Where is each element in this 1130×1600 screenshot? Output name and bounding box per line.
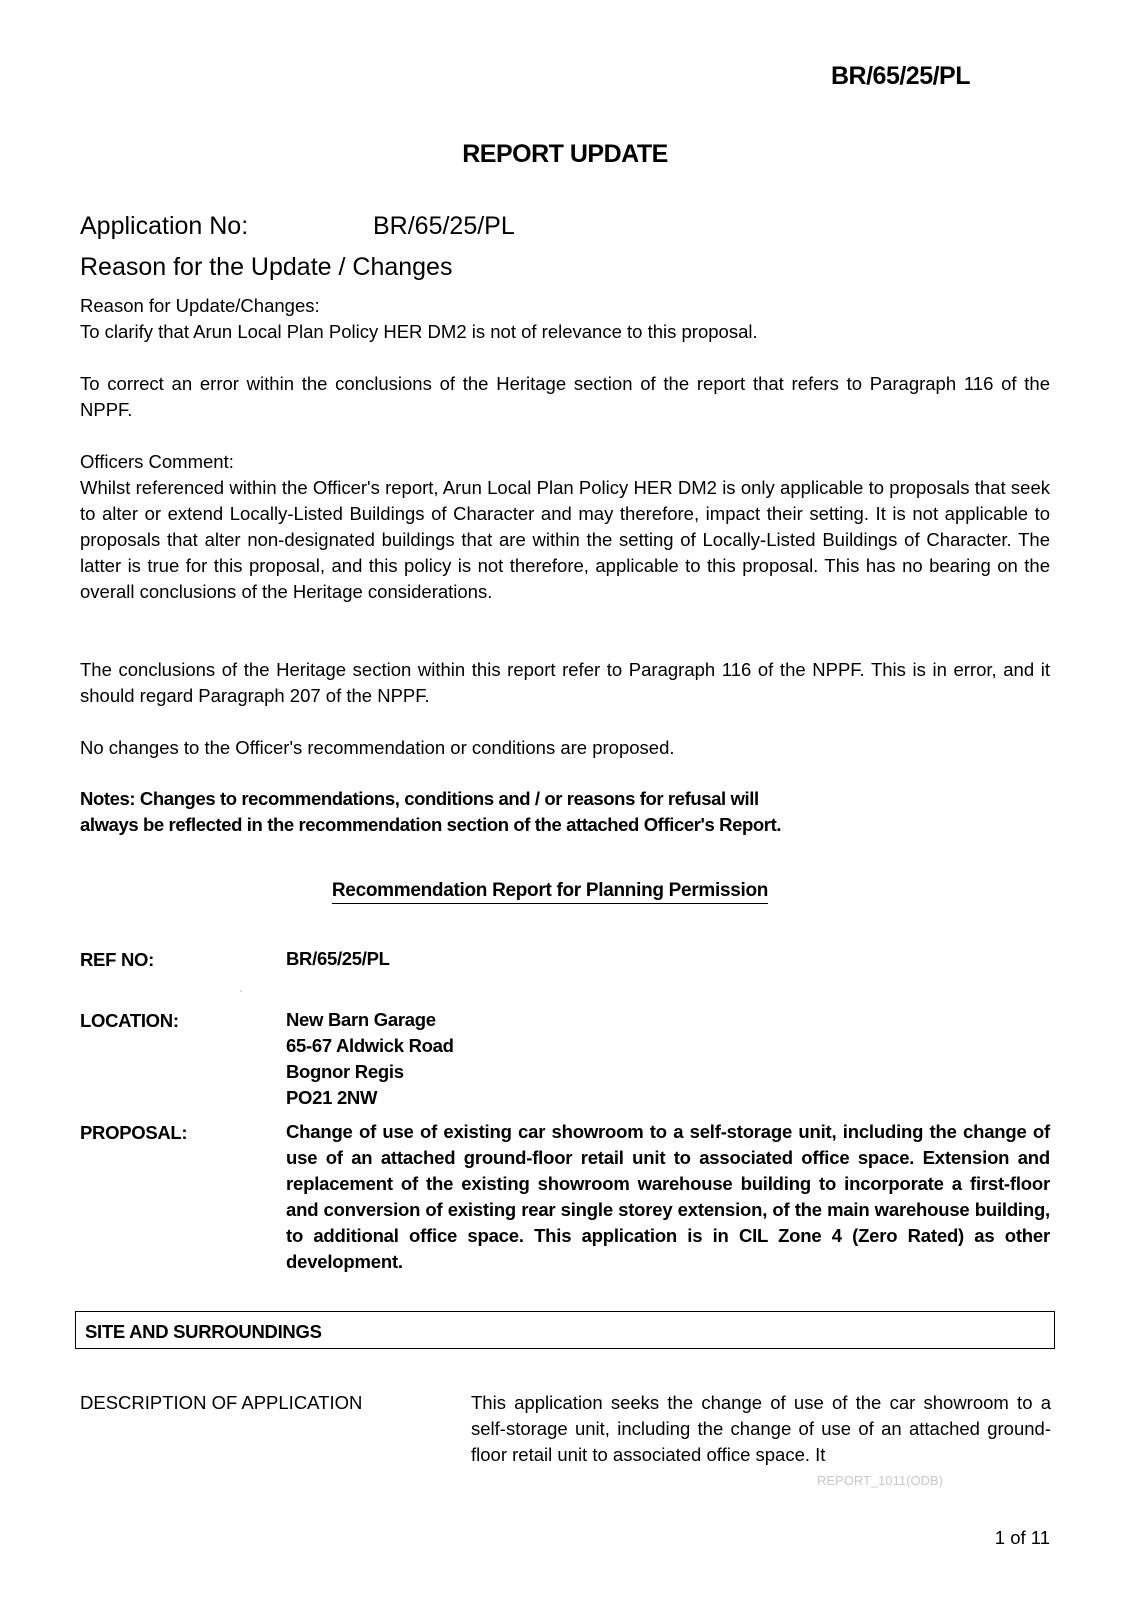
comment-label: Officers Comment:	[80, 451, 234, 472]
page-title: REPORT UPDATE	[462, 140, 668, 168]
location-line: 65-67 Aldwick Road	[286, 1035, 454, 1056]
recommendation-title: Recommendation Report for Planning Permission	[0, 880, 1100, 902]
location-line: New Barn Garage	[286, 1009, 436, 1030]
ref-no-label: REF NO:	[80, 949, 154, 970]
reason-1: To clarify that Arun Local Plan Policy HER DM2 is not of relevance to this proposal.	[80, 321, 758, 342]
application-number: BR/65/25/PL	[373, 212, 515, 240]
comment-1: Whilst referenced within the Officer's report, Arun Local Plan Policy HER DM2 is only applicable to proposals that seek to alter or extend Locally-Listed Buildings of Character and may therefore, impact their setting. It is not applicable to proposals that alter non-designated buildings that are within the setting of Locally-Listed Buildings of Character. The latter is true for this proposal, and this policy is not therefore, applicable to this proposal. This has no bearing on the overall conclusions of the Heritage considerations.	[80, 477, 1050, 602]
notes-line-2: always be reflected in the recommendation section of the attached Officer's Report.	[80, 814, 782, 835]
header-reference: BR/65/25/PL	[830, 62, 970, 90]
comment-2: The conclusions of the Heritage section within this report refer to Paragraph 116 of the NPPF. This is in error, and it should regard Paragraph 207 of the NPPF.	[80, 659, 1050, 706]
reason-label: Reason for Update/Changes:	[80, 295, 320, 316]
reason-2: To correct an error within the conclusions of the Heritage section of the report that refers to Paragraph 116 of the NPPF.	[80, 373, 1050, 420]
scan-artifact	[240, 990, 242, 992]
update-heading: Reason for the Update / Changes	[80, 253, 453, 281]
proposal-text: Change of use of existing car showroom to a self-storage unit, including the change of use of an attached ground-floor retail unit to associated office space. Extension and replacement of the existing showroom warehouse building to incorporate a first-floor and conversion of existing rear single storey extension, of the main warehouse building, to additional office space. This application is in CIL Zone 4 (Zero Rated) as other development.	[286, 1121, 1050, 1272]
comment-3: No changes to the Officer's recommendation or conditions are proposed.	[80, 737, 675, 758]
application-label: Application No:	[80, 212, 249, 240]
site-surroundings-section	[75, 1311, 1055, 1349]
description-text: This application seeks the change of use of the car showroom to a self-storage unit, including the change of use of an attached ground-floor retail unit to associated office space. It	[471, 1392, 1051, 1465]
report-code: REPORT_1011(ODB)	[817, 1473, 943, 1488]
section-heading: SITE AND SURROUNDINGS	[85, 1321, 322, 1342]
location-line: PO21 2NW	[286, 1087, 378, 1108]
location-line: Bognor Regis	[286, 1061, 404, 1082]
notes-line-1: Notes: Changes to recommendations, conditions and / or reasons for refusal will	[80, 788, 759, 809]
location-label: LOCATION:	[80, 1010, 179, 1031]
page-number: 1 of 11	[994, 1527, 1050, 1548]
ref-no-value: BR/65/25/PL	[286, 948, 390, 969]
proposal-label: PROPOSAL:	[80, 1122, 188, 1143]
description-label: DESCRIPTION OF APPLICATION	[80, 1392, 363, 1413]
